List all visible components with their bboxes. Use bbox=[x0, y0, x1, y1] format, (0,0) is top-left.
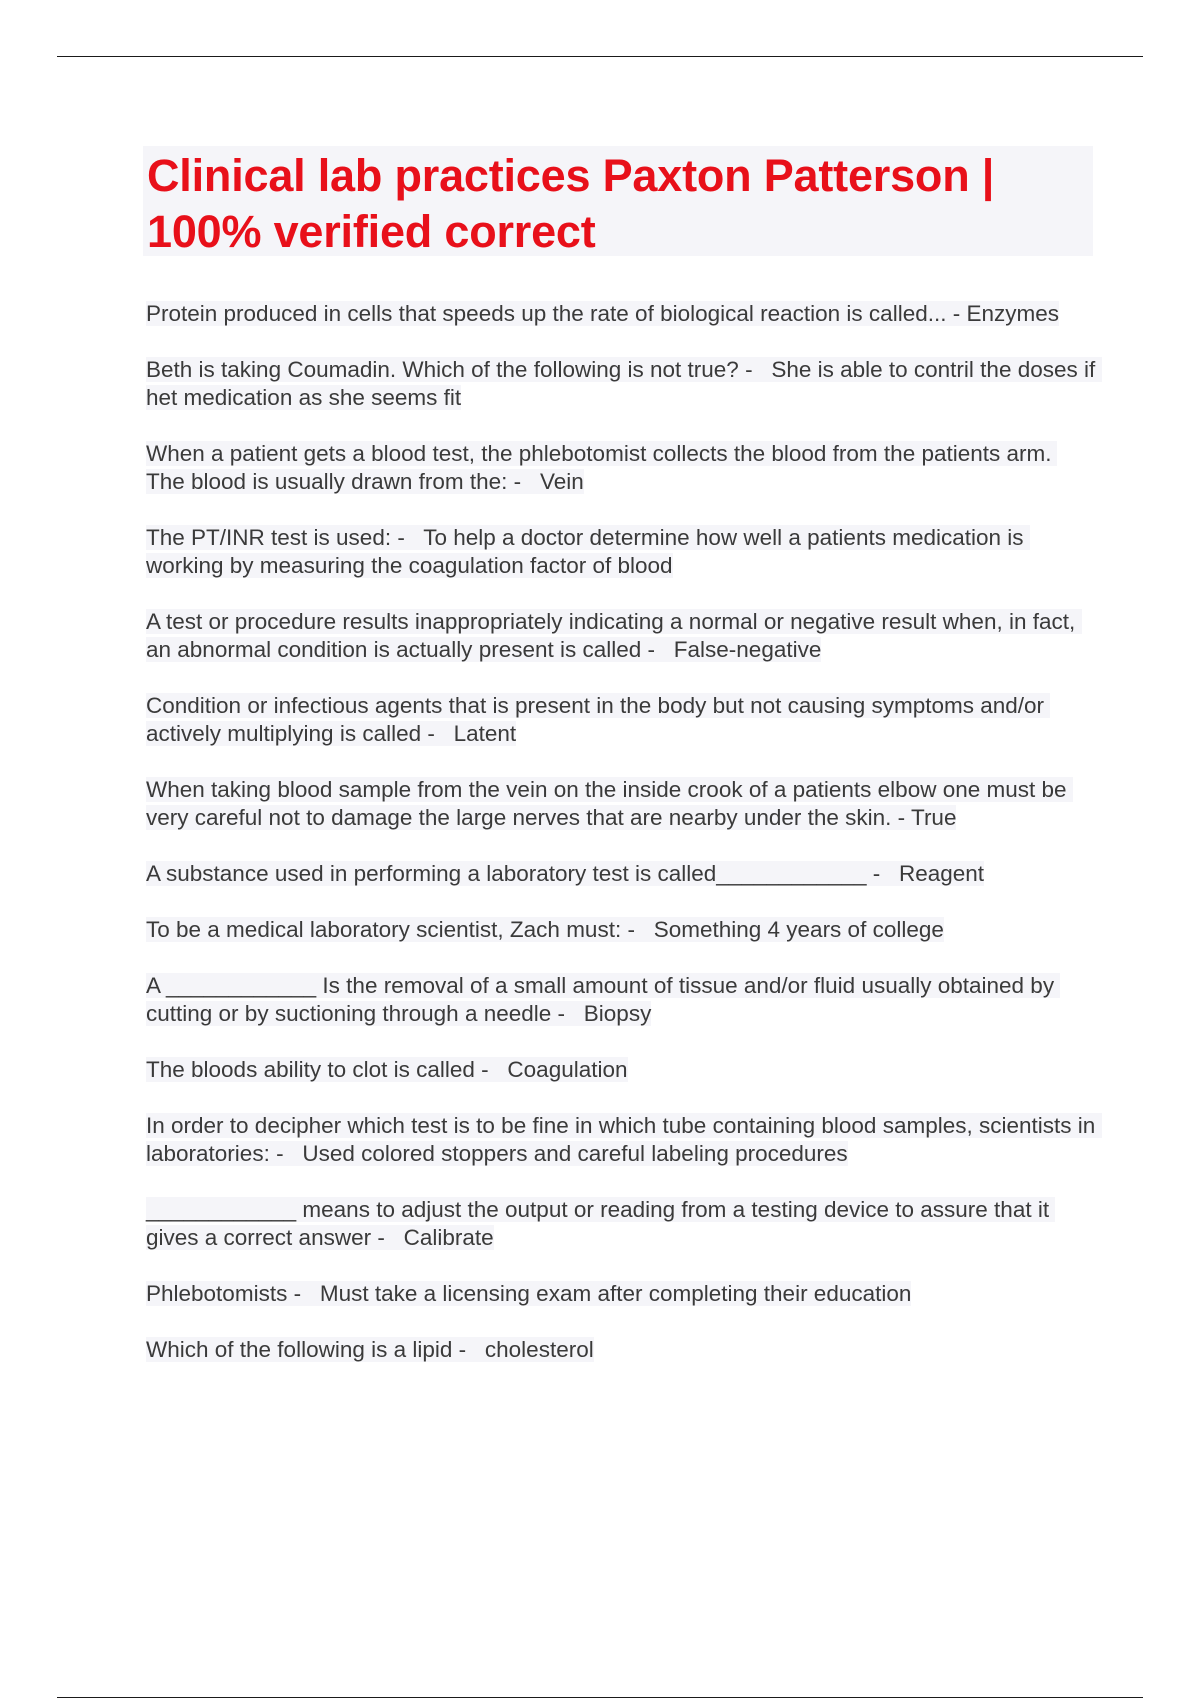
qa-item bbox=[146, 692, 1096, 748]
qa-text bbox=[146, 301, 1059, 326]
question-text: When a patient gets a blood test, the phlebotomist collects the blood from the patients arm. The blood is usually drawn from the: - bbox=[146, 441, 1058, 494]
qa-item bbox=[146, 356, 1102, 412]
answer-text: True bbox=[911, 805, 957, 830]
qa-list bbox=[146, 300, 1102, 1392]
answer-text: To help a doctor determine how well a patients medication is working by measuring the coagulation factor of blood bbox=[146, 525, 1030, 578]
question-text: A ____________ Is the removal of a small amount of tissue and/or fluid usually obtained by cutting or by suctioning through a needle - bbox=[146, 973, 1061, 1026]
answer-text: She is able to contril the doses if het medication as she seems fit bbox=[146, 357, 1102, 410]
qa-item bbox=[146, 1196, 1096, 1252]
question-text: A substance used in performing a laboratory test is called____________ - bbox=[146, 861, 899, 886]
answer-text: Latent bbox=[453, 721, 517, 746]
qa-item bbox=[146, 524, 1096, 580]
qa-text bbox=[146, 693, 1050, 746]
top-rule bbox=[57, 56, 1143, 57]
question-text: Which of the following is a lipid - bbox=[146, 1337, 485, 1362]
title-block bbox=[143, 146, 1093, 256]
question-text: Protein produced in cells that speeds up the rate of biological reaction is called... - bbox=[146, 301, 967, 326]
qa-item bbox=[146, 860, 1096, 888]
answer-text: Must take a licensing exam after completing their education bbox=[319, 1281, 912, 1306]
qa-item bbox=[146, 1112, 1102, 1168]
answer-text: Enzymes bbox=[966, 301, 1060, 326]
qa-text bbox=[146, 777, 1073, 830]
question-text: A test or procedure results inappropriately indicating a normal or negative result when, in fact, an abnormal condition is actually present is called - bbox=[146, 609, 1082, 662]
question-text: Beth is taking Coumadin. Which of the following is not true? - bbox=[146, 357, 772, 382]
qa-text bbox=[146, 525, 1030, 578]
question-text: When taking blood sample from the vein on the inside crook of a patients elbow one must be very careful not to damage the large nerves that are nearby under the skin. - bbox=[146, 777, 1073, 830]
answer-text: Vein bbox=[539, 469, 584, 494]
qa-text bbox=[146, 1197, 1055, 1250]
qa-item bbox=[146, 1056, 1096, 1084]
answer-text: Calibrate bbox=[403, 1225, 494, 1250]
answer-text: Coagulation bbox=[507, 1057, 628, 1082]
answer-text: Used colored stoppers and careful labeling procedures bbox=[302, 1141, 848, 1166]
qa-text bbox=[146, 609, 1082, 662]
qa-item bbox=[146, 608, 1096, 664]
bottom-rule bbox=[57, 1697, 1143, 1698]
qa-item bbox=[146, 916, 1096, 944]
answer-text: Biopsy bbox=[583, 1001, 652, 1026]
qa-item bbox=[146, 1336, 1096, 1364]
qa-item bbox=[146, 440, 1096, 496]
question-text: The bloods ability to clot is called - bbox=[146, 1057, 508, 1082]
qa-text bbox=[146, 917, 944, 942]
question-text: ____________ means to adjust the output or reading from a testing device to assure that it gives a correct answer - bbox=[146, 1197, 1056, 1250]
answer-text: Something 4 years of college bbox=[653, 917, 944, 942]
question-text: Condition or infectious agents that is present in the body but not causing symptoms and/or actively multiplying is called - bbox=[146, 693, 1051, 746]
qa-text bbox=[146, 861, 984, 886]
qa-text bbox=[146, 1113, 1102, 1166]
answer-text: False-negative bbox=[673, 637, 822, 662]
qa-item bbox=[146, 300, 1096, 328]
qa-item bbox=[146, 1280, 1096, 1308]
qa-text bbox=[146, 973, 1060, 1026]
qa-item bbox=[146, 776, 1096, 832]
qa-text bbox=[146, 1337, 594, 1362]
question-text: The PT/INR test is used: - bbox=[146, 525, 424, 550]
question-text: Phlebotomists - bbox=[146, 1281, 320, 1306]
answer-text: Reagent bbox=[898, 861, 985, 886]
qa-text bbox=[146, 1057, 628, 1082]
document-title: Clinical lab practices Paxton Patterson | 100% verified correct bbox=[147, 150, 995, 257]
qa-item bbox=[146, 972, 1096, 1028]
qa-text bbox=[146, 357, 1102, 410]
question-text: In order to decipher which test is to be fine in which tube containing blood samples, scientists in laboratories: - bbox=[146, 1113, 1102, 1166]
qa-text bbox=[146, 1281, 911, 1306]
question-text: To be a medical laboratory scientist, Zach must: - bbox=[146, 917, 654, 942]
qa-text bbox=[146, 441, 1057, 494]
answer-text: cholesterol bbox=[484, 1337, 594, 1362]
